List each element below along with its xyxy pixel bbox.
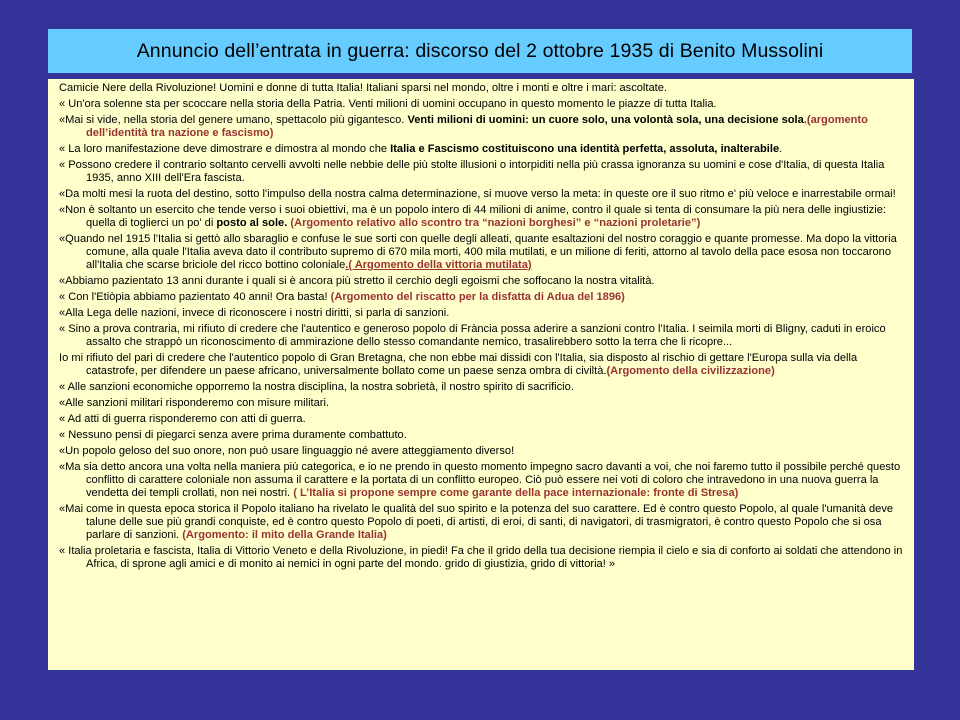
argument-note: (Argomento della civilizzazione) bbox=[606, 365, 775, 377]
speech-paragraph bbox=[59, 413, 904, 426]
speech-text: «Ma sia detto ancora una volta nella maniera più categorica, e io ne prendo in questo momento impegno sacro davanti a voi, che noi faremo tutto il possibile perché questo conflitto di carattere coloniale non assuma il carattere e la portata di un conflitto europeo. Ciò può essere nei voti di coloro che intravedono in una nuova guerra la vendetta dei templi crollati, non nei nostri. bbox=[59, 461, 901, 499]
speech-text: Io mi rifiuto del pari di credere che l'autentico popolo di Gran Bretagna, che non ebbe mai dissidi con l'Italia, sia disposto al rischio di gettare l'Europa sulla via della catastrofe, per difendere un paese africano, universalmente bollato come un paese senza ombra di civiltà. bbox=[59, 352, 858, 377]
argument-note: ( L’Italia si propone sempre come garante della pace internazionale: fronte di Stresa) bbox=[293, 487, 739, 499]
emphasis-text: posto al sole. bbox=[216, 217, 288, 229]
argument-note: (Argomento del riscatto per la disfatta di Adua del 1896) bbox=[330, 291, 625, 303]
speech-paragraph bbox=[59, 159, 904, 185]
speech-text: «Mai si vide, nella storia del genere umano, spettacolo più gigantesco. bbox=[59, 114, 408, 126]
speech-text: «Non è soltanto un esercito che tende verso i suoi obiettivi, ma è un popolo intero di 44 milioni di anime, contro il quale si tenta di consumare la più nera delle ingiustizie: quella di toglierci un po' di bbox=[59, 204, 886, 229]
speech-text: «Da molti mesi la ruota del destino, sotto l'impulso della nostra calma determinazione, si muove verso la meta: in queste ore il suo ritmo e' più veloce e inarrestabile ormai! bbox=[59, 188, 896, 200]
emphasis-text: Italia e Fascismo costituiscono una identità perfetta, assoluta, inalterabile bbox=[390, 143, 780, 155]
speech-text: «Mai come in questa epoca storica il Popolo italiano ha rivelato le qualità del suo spirito e la potenza del suo carattere. Ed è contro questo Popolo, al quale l'umanità deve talune delle sue più grandi conquiste, ed è contro questo Popolo di poeti, di artisti, di eroi, di santi, di navigatori, di trasmigratori, è contro questo Popolo che si osa parlare di sanzioni. bbox=[59, 503, 894, 541]
title-bar bbox=[48, 29, 912, 73]
page-title: Annuncio dell’entrata in guerra: discorso del 2 ottobre 1935 di Benito Mussolini bbox=[136, 39, 824, 62]
speech-paragraph bbox=[59, 461, 904, 500]
argument-note: (Argomento relativo allo scontro tra “nazioni borghesi” e “nazioni proletarie”) bbox=[287, 217, 701, 229]
speech-text-box bbox=[48, 79, 914, 670]
speech-text: . bbox=[779, 143, 783, 155]
speech-paragraph bbox=[59, 98, 904, 111]
emphasis-text: Venti milioni di uomini: un cuore solo, una volontà sola, una decisione sola bbox=[407, 114, 804, 126]
speech-paragraph bbox=[59, 429, 904, 442]
speech-paragraph bbox=[59, 143, 904, 156]
speech-text: «Quando nel 1915 l'Italia si gettò allo sbaraglio e confuse le sue sorti con quelle degli alleati, quante esaltazioni del nostro coraggio e quante promesse. Ma dopo la vittoria comune, alla quale l'Italia aveva dato il contributo supremo di 670 mila morti, 400 mila mutilati, e un milione di feriti, attorno al tavolo della pace esosa non toccarono all'Italia che scarse briciole del ricco bottino coloniale bbox=[59, 233, 897, 271]
speech-text: «Un popolo geloso del suo onore, non può usare linguaggio né avere atteggiamento diverso! bbox=[59, 445, 515, 457]
speech-paragraph bbox=[59, 82, 904, 95]
speech-paragraph bbox=[59, 275, 904, 288]
argument-note: .(argomento dell’identità tra nazione e fascismo) bbox=[86, 114, 868, 139]
speech-text: «Abbiamo pazientato 13 anni durante i quali si è ancora più stretto il cerchio degli egoismi che soffocano la nostra vitalità. bbox=[59, 275, 655, 287]
speech-paragraph bbox=[59, 397, 904, 410]
speech-paragraph bbox=[59, 114, 904, 140]
speech-paragraph bbox=[59, 545, 904, 571]
speech-paragraph bbox=[59, 307, 904, 320]
speech-paragraph bbox=[59, 352, 904, 378]
speech-text: « Italia proletaria e fascista, Italia di Vittorio Veneto e della Rivoluzione, in piedi! Fa che il grido della tua decisione riempia il cielo e sia di conforto ai soldati che attendono in Africa, di sprone agli amici e di monito ai nemici in ogni parte del mondo. grido di giustizia, grido di vittoria! » bbox=[59, 545, 903, 570]
argument-note: (Argomento: il mito della Grande Italia) bbox=[182, 529, 387, 541]
speech-text: Camicie Nere della Rivoluzione! Uomini e donne di tutta Italia! Italiani sparsi nel mondo, oltre i monti e oltre i mari: ascoltate. bbox=[59, 82, 667, 94]
speech-text: « La loro manifestazione deve dimostrare e dimostra al mondo che bbox=[59, 143, 391, 155]
speech-paragraph bbox=[59, 323, 904, 349]
speech-text: « Nessuno pensi di piegarci senza avere prima duramente combattuto. bbox=[59, 429, 407, 441]
argument-note: .( Argomento della vittoria mutilata) bbox=[345, 259, 532, 271]
speech-text: « Sino a prova contraria, mi rifiuto di credere che l'autentico e generoso popolo di Frància possa aderire a sanzioni contro l'Italia. I seimila morti di Bligny, caduti in eroico assalto che strappò un riconoscimento di ammirazione dello stesso comandante nemico, trasalirebbero sotto la terra che li ricopre... bbox=[59, 323, 886, 348]
speech-paragraph bbox=[59, 204, 904, 230]
speech-paragraph bbox=[59, 445, 904, 458]
speech-paragraph bbox=[59, 233, 904, 272]
speech-paragraph bbox=[59, 291, 904, 304]
speech-text: « Possono credere il contrario soltanto cervelli avvolti nelle nebbie delle più stolte illusioni o intorpiditi nella più crassa ignoranza su uomini e cose d'Italia, di questa Italia 1935, anno XIII dell'Era fascista. bbox=[59, 159, 885, 184]
speech-text: « Ad atti di guerra risponderemo con atti di guerra. bbox=[59, 413, 306, 425]
speech-text: «Alla Lega delle nazioni, invece di riconoscere i nostri diritti, si parla di sanzioni. bbox=[59, 307, 450, 319]
speech-text: « Un'ora solenne sta per scoccare nella storia della Patria. Venti milioni di uomini occupano in questo momento le piazze di tutta Italia. bbox=[59, 98, 717, 110]
speech-text: « Alle sanzioni economiche opporremo la nostra disciplina, la nostra sobrietà, il nostro spirito di sacrificio. bbox=[59, 381, 574, 393]
speech-paragraph bbox=[59, 188, 904, 201]
speech-text: « Con l'Etiòpia abbiamo pazientato 40 anni! Ora basta! bbox=[59, 291, 331, 303]
speech-text: «Alle sanzioni militari risponderemo con misure militari. bbox=[59, 397, 330, 409]
speech-paragraph bbox=[59, 381, 904, 394]
speech-paragraph bbox=[59, 503, 904, 542]
